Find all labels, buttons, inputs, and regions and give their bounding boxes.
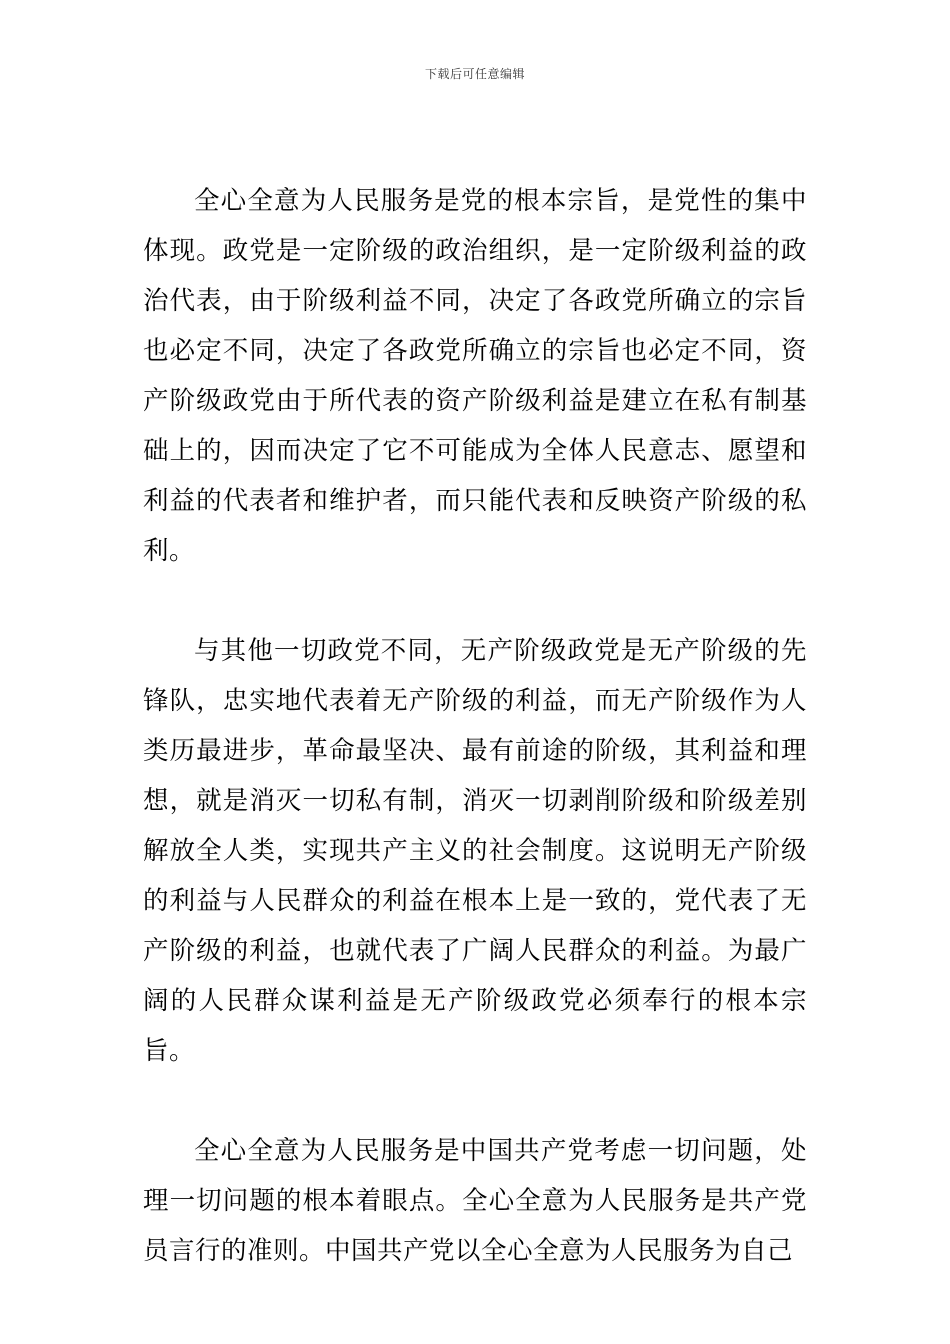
header-note: 下载后可任意编辑 bbox=[424, 67, 525, 81]
document-body bbox=[143, 176, 807, 1276]
paragraph-2: 与其他一切政党不同，无产阶级政党是无产阶级的先锋队，忠实地代表着无产阶级的利益，而无产阶级作为人类历最进步，革命最坚决、最有前途的阶级，其利益和理想，就是消灭一切私有制，消灭一切剥削阶级和阶级差别解放全人类，实现共产主义的社会制度。这说明无产阶级的利益与人民群众的利益在根本上是一致的，党代表了无产阶级的利益，也就代表了广阔人民群众的利益。为最广阔的人民群众谋利益是无产阶级政党必须奉行的根本宗旨。 bbox=[143, 636, 807, 1066]
paragraph-3: 全心全意为人民服务是中国共产党考虑一切问题，处理一切问题的根本着眼点。全心全意为人民服务是共产党员言行的准则。中国共产党以全心全意为人民服务为自己 bbox=[143, 1136, 807, 1266]
paragraph-1: 全心全意为人民服务是党的根本宗旨，是党性的集中体现。政党是一定阶级的政治组织，是一定阶级利益的政治代表，由于阶级利益不同，决定了各政党所确立的宗旨也必定不同，决定了各政党所确立的宗旨也必定不同，资产阶级政党由于所代表的资产阶级利益是建立在私有制基础上的，因而决定了它不可能成为全体人民意志、愿望和利益的代表者和维护者，而只能代表和反映资产阶级的私利。 bbox=[143, 186, 807, 566]
